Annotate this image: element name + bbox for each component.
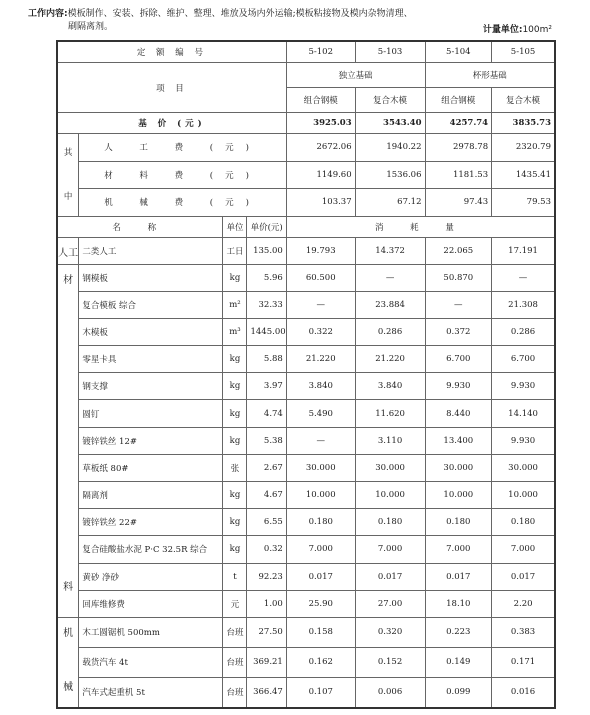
code-label: 定 额 编 号 xyxy=(57,41,286,63)
cost-row xyxy=(57,134,555,162)
item-unit: kg xyxy=(223,400,247,427)
consumption-value: 0.180 xyxy=(355,509,425,536)
material-row xyxy=(57,590,555,617)
subitem-cell: 复合木模 xyxy=(355,88,425,113)
consumption-value: 0.223 xyxy=(425,617,492,647)
item-name: 镀锌铁丝 12# xyxy=(79,427,223,454)
item-name: 木工圆锯机 500mm xyxy=(79,617,223,647)
item-price: 1445.00 xyxy=(247,318,286,345)
consumption-value: 10.000 xyxy=(425,482,492,509)
item-price: 5.96 xyxy=(247,264,286,291)
consumption-value: 0.322 xyxy=(286,318,355,345)
labor-row xyxy=(57,237,555,264)
item-name: 木模板 xyxy=(79,318,223,345)
consumption-value: 25.90 xyxy=(286,590,355,617)
consumption-value: 30.000 xyxy=(355,454,425,481)
consumption-value: 21.308 xyxy=(492,291,555,318)
consumption-value: 18.10 xyxy=(425,590,492,617)
material-row xyxy=(57,264,555,291)
machine-label-bottom: 械 xyxy=(63,681,74,693)
consumption-value: 9.930 xyxy=(425,373,492,400)
consumption-value: 27.00 xyxy=(355,590,425,617)
consumption-value: 0.180 xyxy=(286,509,355,536)
cost-label: 人 工 费 (元) xyxy=(79,134,287,162)
consumption-value: 0.158 xyxy=(286,617,355,647)
item-unit: kg xyxy=(223,373,247,400)
consumption-value: 0.149 xyxy=(425,647,492,677)
consumption-value: 3.840 xyxy=(286,373,355,400)
consumption-value: 7.000 xyxy=(425,536,492,563)
cost-value: 1536.06 xyxy=(355,161,425,189)
consumption-value: 10.000 xyxy=(286,482,355,509)
consumption-value: 0.152 xyxy=(355,647,425,677)
material-row xyxy=(57,454,555,481)
consumption-value: 60.500 xyxy=(286,264,355,291)
item-price: 6.55 xyxy=(247,509,286,536)
group-cell: 独立基础 xyxy=(286,63,425,88)
item-name: 回库维修费 xyxy=(79,590,223,617)
consumption-value: 21.220 xyxy=(355,346,425,373)
consumption-value: 2.20 xyxy=(492,590,555,617)
consumption-value: 10.000 xyxy=(492,482,555,509)
cost-value: 79.53 xyxy=(492,189,555,217)
item-unit: t xyxy=(223,563,247,590)
item-price: 3.97 xyxy=(247,373,286,400)
quota-table xyxy=(56,40,556,709)
base-price-cell: 3543.40 xyxy=(355,113,425,134)
item-unit: kg xyxy=(223,536,247,563)
col-price-header: 单价(元) xyxy=(247,216,286,237)
consumption-value: 0.383 xyxy=(492,617,555,647)
item-price: 135.00 xyxy=(247,237,286,264)
machine-row xyxy=(57,677,555,708)
consumption-value: 17.191 xyxy=(492,237,555,264)
measure-unit-value: 100m² xyxy=(522,25,552,35)
machine-label xyxy=(57,617,79,708)
qi-label: 其 xyxy=(63,147,73,158)
cost-row xyxy=(57,189,555,217)
consumption-value: 0.320 xyxy=(355,617,425,647)
labor-label xyxy=(57,237,79,264)
item-name: 复合硅酸盐水泥 P·C 32.5R 综合 xyxy=(79,536,223,563)
item-price: 2.67 xyxy=(247,454,286,481)
base-price-cell: 4257.74 xyxy=(425,113,492,134)
consumption-value: 0.017 xyxy=(286,563,355,590)
work-content-text-1: 模板制作、安装、拆除、维护、整理、堆放及场内外运输;模板粘接物及模内杂物清理、 xyxy=(67,9,413,19)
consumption-value: 3.840 xyxy=(355,373,425,400)
cost-value: 2978.78 xyxy=(425,134,492,162)
code-cell: 5-103 xyxy=(355,41,425,63)
item-unit: 张 xyxy=(223,454,247,481)
item-name: 草板纸 80# xyxy=(79,454,223,481)
consumption-value: 22.065 xyxy=(425,237,492,264)
item-price: 32.33 xyxy=(247,291,286,318)
cost-value: 103.37 xyxy=(286,189,355,217)
item-unit: 元 xyxy=(223,590,247,617)
work-content-text-2: 刷隔离剂。 xyxy=(68,22,114,32)
consumption-value: 6.700 xyxy=(492,346,555,373)
work-content-label: 工作内容: xyxy=(28,9,68,19)
item-name: 钢模板 xyxy=(79,264,223,291)
cost-label: 机 械 费 (元) xyxy=(79,189,287,217)
item-price: 27.50 xyxy=(247,617,286,647)
item-unit: 台班 xyxy=(223,647,247,677)
consumption-value: 0.162 xyxy=(286,647,355,677)
item-unit: m² xyxy=(223,291,247,318)
consumption-value: 0.099 xyxy=(425,677,492,708)
material-row xyxy=(57,291,555,318)
consumption-value: 0.180 xyxy=(425,509,492,536)
consumption-value: — xyxy=(355,264,425,291)
base-price-cell: 3835.73 xyxy=(492,113,555,134)
cost-label: 材 料 费 (元) xyxy=(79,161,287,189)
material-row xyxy=(57,400,555,427)
item-price: 369.21 xyxy=(247,647,286,677)
item-price: 5.88 xyxy=(247,346,286,373)
consumption-value: 0.180 xyxy=(492,509,555,536)
cost-value: 97.43 xyxy=(425,189,492,217)
item-unit: kg xyxy=(223,427,247,454)
item-price: 366.47 xyxy=(247,677,286,708)
subitem-cell: 组合钢模 xyxy=(286,88,355,113)
consumption-value: 7.000 xyxy=(492,536,555,563)
consumption-value: 7.000 xyxy=(286,536,355,563)
code-cell: 5-102 xyxy=(286,41,355,63)
material-row xyxy=(57,427,555,454)
consumption-value: 30.000 xyxy=(492,454,555,481)
col-name-header: 名 称 xyxy=(57,216,223,237)
item-unit: m³ xyxy=(223,318,247,345)
item-price: 4.67 xyxy=(247,482,286,509)
consumption-value: 3.110 xyxy=(355,427,425,454)
column-header-row xyxy=(57,216,555,237)
consumption-value: 0.107 xyxy=(286,677,355,708)
material-label xyxy=(57,264,79,617)
material-row xyxy=(57,318,555,345)
cost-value: 67.12 xyxy=(355,189,425,217)
consumption-value: — xyxy=(286,427,355,454)
item-name: 圆钉 xyxy=(79,400,223,427)
consumption-value: 50.870 xyxy=(425,264,492,291)
code-cell: 5-104 xyxy=(425,41,492,63)
consumption-value: 11.620 xyxy=(355,400,425,427)
consumption-value: 0.171 xyxy=(492,647,555,677)
item-name: 载货汽车 4t xyxy=(79,647,223,677)
code-cell: 5-105 xyxy=(492,41,555,63)
cost-row xyxy=(57,161,555,189)
consumption-value: 0.017 xyxy=(355,563,425,590)
consumption-value: — xyxy=(425,291,492,318)
item-name: 汽车式起重机 5t xyxy=(79,677,223,708)
subitem-cell: 组合钢模 xyxy=(425,88,492,113)
item-price: 4.74 xyxy=(247,400,286,427)
item-unit: kg xyxy=(223,346,247,373)
material-row xyxy=(57,482,555,509)
measure-unit xyxy=(483,22,552,35)
item-price: 92.23 xyxy=(247,563,286,590)
item-name: 镀锌铁丝 22# xyxy=(79,509,223,536)
material-row xyxy=(57,509,555,536)
cost-value: 2320.79 xyxy=(492,134,555,162)
consumption-value: 9.930 xyxy=(492,427,555,454)
material-row xyxy=(57,563,555,590)
item-price: 1.00 xyxy=(247,590,286,617)
group-cell: 杯形基础 xyxy=(425,63,555,88)
item-name: 黄砂 净砂 xyxy=(79,563,223,590)
consumption-value: 6.700 xyxy=(425,346,492,373)
item-unit: kg xyxy=(223,482,247,509)
item-unit: 台班 xyxy=(223,617,247,647)
consumption-value: 14.372 xyxy=(355,237,425,264)
subitem-cell: 复合木模 xyxy=(492,88,555,113)
item-unit: 台班 xyxy=(223,677,247,708)
consumption-value: 9.930 xyxy=(492,373,555,400)
consumption-value: 30.000 xyxy=(286,454,355,481)
item-name: 复合模板 综合 xyxy=(79,291,223,318)
material-row xyxy=(57,536,555,563)
qizhong-label xyxy=(57,134,79,217)
measure-unit-label: 计量单位: xyxy=(482,25,523,35)
consumption-value: 0.286 xyxy=(355,318,425,345)
item-price: 5.38 xyxy=(247,427,286,454)
consumption-value: 0.372 xyxy=(425,318,492,345)
item-label: 项 目 xyxy=(57,63,286,113)
cost-value: 2672.06 xyxy=(286,134,355,162)
zhong-label: 中 xyxy=(63,191,73,202)
consumption-value: 0.006 xyxy=(355,677,425,708)
material-label-bottom: 料 xyxy=(63,582,74,594)
item-name: 二类人工 xyxy=(79,237,223,264)
consumption-value: 30.000 xyxy=(425,454,492,481)
base-price-label: 基 价 (元) xyxy=(57,113,286,134)
machine-label-top: 机 xyxy=(63,627,74,639)
consumption-value: — xyxy=(286,291,355,318)
consumption-value: 19.793 xyxy=(286,237,355,264)
cost-value: 1149.60 xyxy=(286,161,355,189)
item-name: 零星卡具 xyxy=(79,346,223,373)
consumption-value: 14.140 xyxy=(492,400,555,427)
consumption-value: 21.220 xyxy=(286,346,355,373)
consumption-value: 13.400 xyxy=(425,427,492,454)
item-name: 隔离剂 xyxy=(79,482,223,509)
consumption-value: 0.017 xyxy=(425,563,492,590)
item-name: 钢支撑 xyxy=(79,373,223,400)
consumption-value: 7.000 xyxy=(355,536,425,563)
cost-value: 1435.41 xyxy=(492,161,555,189)
group-row xyxy=(57,63,555,88)
consumption-value: 0.017 xyxy=(492,563,555,590)
item-unit: 工日 xyxy=(223,237,247,264)
material-row xyxy=(57,346,555,373)
consumption-value: 0.016 xyxy=(492,677,555,708)
cost-value: 1181.53 xyxy=(425,161,492,189)
item-price: 0.32 xyxy=(247,536,286,563)
base-price-row xyxy=(57,113,555,134)
col-unit-header: 单位 xyxy=(223,216,247,237)
machine-row xyxy=(57,617,555,647)
base-price-cell: 3925.03 xyxy=(286,113,355,134)
labor-label-top: 人工 xyxy=(58,247,79,259)
consumption-value: 23.884 xyxy=(355,291,425,318)
item-unit: kg xyxy=(223,264,247,291)
consumption-value: 5.490 xyxy=(286,400,355,427)
material-row xyxy=(57,373,555,400)
item-unit: kg xyxy=(223,509,247,536)
cost-value: 1940.22 xyxy=(355,134,425,162)
col-consume-header: 消 耗 量 xyxy=(286,216,555,237)
consumption-value: 8.440 xyxy=(425,400,492,427)
code-row xyxy=(57,41,555,63)
material-label-top: 材 xyxy=(63,274,74,286)
machine-row xyxy=(57,647,555,677)
consumption-value: 0.286 xyxy=(492,318,555,345)
consumption-value: — xyxy=(492,264,555,291)
consumption-value: 10.000 xyxy=(355,482,425,509)
